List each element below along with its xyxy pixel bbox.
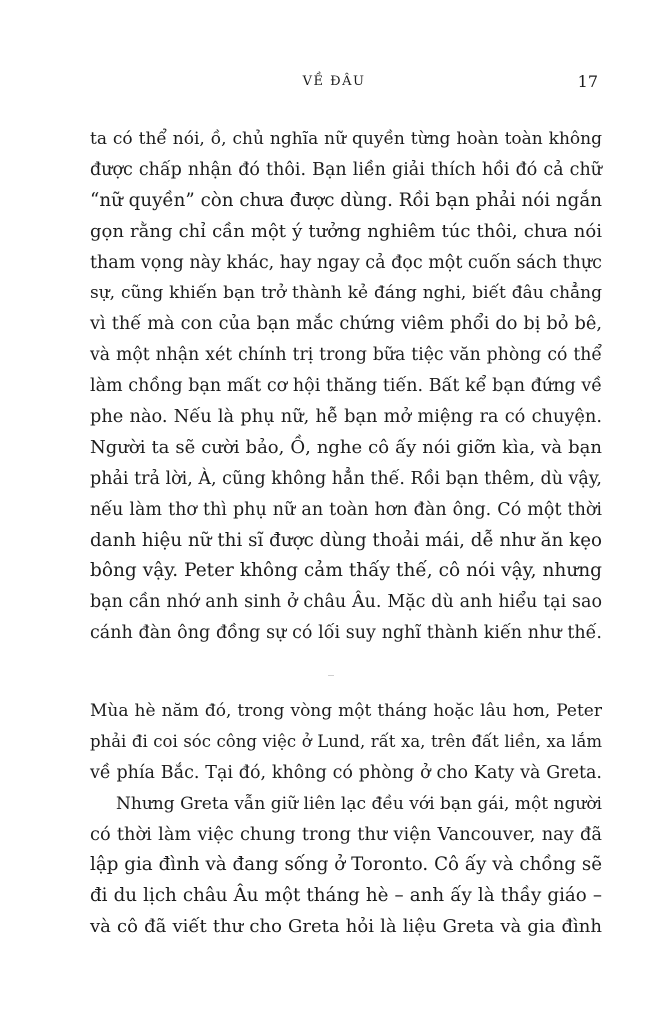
text-line: vì thế mà con của bạn mắc chứng viêm phổi do bị bỏ bê, (90, 314, 602, 335)
text-line: bạn cần nhớ anh sinh ở châu Âu. Mặc dù anh hiểu tại sao (90, 592, 602, 613)
text-line: bông vậy. Peter không cảm thấy thế, cô nói vậy, nhưng (90, 560, 602, 582)
text-line: có thời làm việc chung trong thư viện Vancouver, nay đã (90, 824, 602, 845)
text-line: phải trả lời, À, cũng không hẳn thế. Rồi bạn thêm, dù vậy, (90, 468, 602, 489)
text-line: phải đi coi sóc công việc ở Lund, rất xa, trên đất liền, xa lắm (90, 731, 602, 751)
text-line: phe nào. Nếu là phụ nữ, hễ bạn mở miệng ra có chuyện. (90, 407, 602, 428)
text-line: “nữ quyền” còn chưa được dùng. Rồi bạn phải nói ngắn (90, 189, 602, 211)
text-line: đi du lịch châu Âu một tháng hè – anh ấy là thầy giáo – (90, 885, 602, 907)
text-line: về phía Bắc. Tại đó, không có phòng ở cho Katy và Greta. (90, 762, 602, 783)
text-line: làm chồng bạn mất cơ hội thăng tiến. Bất kể bạn đứng về (90, 376, 602, 397)
text-line: Người ta sẽ cười bảo, Ồ, nghe cô ấy nói giỡn kìa, và bạn (90, 436, 602, 458)
text-line: và cô đã viết thư cho Greta hỏi là liệu Greta và gia đình (90, 916, 602, 938)
text-line: và một nhận xét chính trị trong bữa tiệc văn phòng có thể (90, 345, 602, 366)
text-line: lập gia đình và đang sống ở Toronto. Cô ấy và chồng sẽ (90, 854, 602, 876)
text-line: được chấp nhận đó thôi. Bạn liền giải thích hồi đó cả chữ (90, 159, 602, 180)
text-line: gọn rằng chỉ cần một ý tưởng nghiêm túc thôi, chưa nói (90, 220, 602, 242)
paragraph-continued (90, 124, 602, 649)
running-title: VỀ ĐÂU (302, 74, 366, 89)
text-line: Nhưng Greta vẫn giữ liên lạc đều với bạn gái, một người (116, 793, 602, 814)
section-break (328, 675, 334, 676)
paragraph (90, 789, 602, 943)
text-line: Mùa hè năm đó, trong vòng một tháng hoặc lâu hơn, Peter (90, 701, 602, 721)
running-header (0, 72, 668, 94)
page-number: 17 (577, 72, 598, 91)
text-line: ta có thể nói, ồ, chủ nghĩa nữ quyền từng hoàn toàn không (90, 129, 602, 149)
text-line: tham vọng này khác, hay ngay cả đọc một cuốn sách thực (90, 252, 602, 273)
text-line: cánh đàn ông đồng sự có lối suy nghĩ thành kiến như thế. (90, 623, 602, 644)
body-text (90, 696, 602, 943)
text-line: nếu làm thơ thì phụ nữ an toàn hơn đàn ông. Có một thời (90, 499, 602, 520)
text-line: danh hiệu nữ thi sĩ được dùng thoải mái, dễ như ăn kẹo (90, 529, 602, 551)
paragraph (90, 696, 602, 789)
text-line: sự, cũng khiến bạn trở thành kẻ đáng nghi, biết đâu chẳng (90, 283, 602, 304)
